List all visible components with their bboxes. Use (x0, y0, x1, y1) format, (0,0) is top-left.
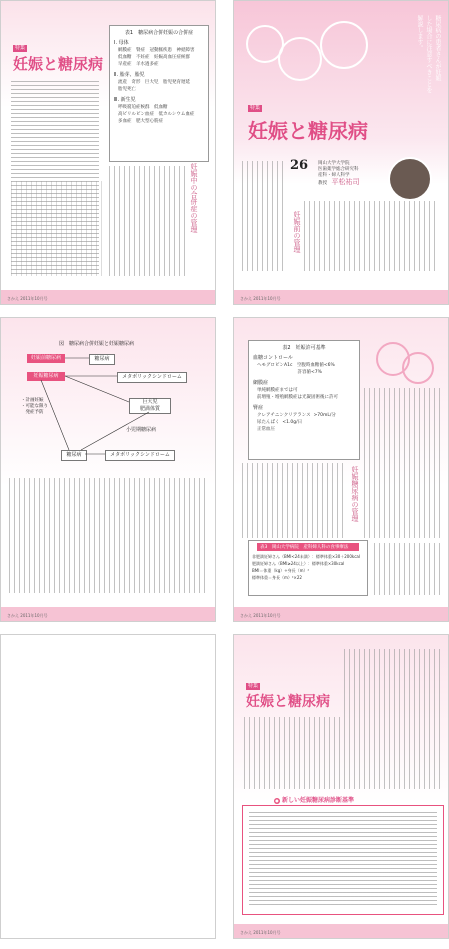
issue-number: 26 (290, 158, 309, 173)
note-line: 発症予防 (21, 410, 44, 415)
section-heading: 妊娠中の合併症の管理 (190, 163, 198, 233)
table-2-item: ヘモグロビンA1c 空腹時血糖値<6% (257, 363, 335, 368)
intro-line: 解説します。 (416, 15, 423, 51)
table-1-item: 流産 奇形 巨大児 胎児発育遅延 (118, 80, 190, 85)
table-2-section: 網膜症 (253, 380, 269, 386)
table-3-item: 肥満妊婦さん（BMI≥24以上）：標準体重×30kcal (252, 561, 345, 566)
illustration-face (402, 352, 434, 384)
page-1 (0, 0, 216, 305)
note-line: ・計画妊娠 (21, 398, 44, 403)
author-name: 平松祐司 (331, 178, 360, 186)
intro-line: した場合に注意すべきことを (425, 15, 432, 93)
feature-tag: 特集 (248, 683, 259, 689)
page-3 (0, 317, 216, 622)
table-1-title: 表1 糖尿病合併妊娠の合併症 (124, 30, 194, 36)
diagnosis-box-text (249, 812, 437, 908)
page-footer: さかえ 2011年10月号 (7, 613, 48, 618)
disposition-label: 肥満体質 (139, 406, 160, 412)
page-6 (233, 634, 449, 939)
page-4 (233, 317, 449, 622)
table-2-item: クレアチニンクリアランス >70mL/分 (257, 413, 336, 418)
section-heading: 妊娠糖尿病の管理 (351, 466, 359, 522)
diagnosis-box-heading: 新しい妊娠糖尿病診断基準 (282, 797, 355, 804)
table-2-item: 前増殖・増殖網膜症は光凝固術後に許可 (257, 395, 338, 400)
author-affiliation: 岡山大学大学院 (318, 161, 350, 166)
body-text-block (242, 463, 346, 538)
page-footer: さかえ 2011年10月号 (240, 930, 281, 935)
table-2-item: 正常血圧 (257, 427, 275, 432)
diagnosis-box-title (274, 795, 354, 804)
table-1-section: Ⅰ. 母体 (114, 40, 129, 46)
bullet-icon: ● (275, 797, 279, 803)
node-small-child: 小児期糖尿病 (125, 427, 156, 433)
section-heading: 妊娠前の管理 (293, 211, 301, 253)
body-text-block (344, 649, 440, 789)
table-1-section: Ⅲ. 新生児 (114, 97, 136, 103)
author-role: 教授 (318, 181, 327, 186)
node-gdm: 妊娠糖尿病 (27, 372, 65, 381)
figure-title: 図 糖尿病合併妊娠と妊娠糖尿病 (59, 341, 135, 347)
table-1-item: 胎児死亡 (118, 87, 136, 92)
author-affiliation: 産科・婦人科学 (318, 173, 350, 178)
node-metabolic-2: メタボリックシンドローム (105, 450, 175, 461)
note-line: ・可能な限り (21, 404, 48, 409)
body-text-block (364, 388, 442, 538)
illustration-face (278, 37, 322, 81)
node-pre-dm: 妊娠前糖尿病 (27, 354, 65, 363)
author-affiliation: 医歯薬学総合研究科 (318, 167, 359, 172)
illustration-face (320, 21, 368, 69)
table-1 (109, 25, 209, 162)
table-3 (248, 540, 368, 596)
feature-title: 妊娠と糖尿病 (13, 55, 104, 73)
table-2 (248, 340, 360, 460)
table-2-item: 単純網膜症までは可 (257, 388, 298, 393)
node-dm-2: 糖尿病 (61, 450, 87, 461)
table-3-item: 標準体重＝身長（m）²×22 (252, 575, 302, 580)
body-text-block (242, 161, 286, 271)
table-1-item: 呼吸窮迫症候群 低血糖 (118, 105, 168, 110)
body-text-block (374, 543, 442, 595)
node-metabolic-1: メタボリックシンドローム (117, 372, 187, 383)
author-photo (388, 157, 432, 201)
diagnosis-box (242, 805, 444, 915)
table-2-section: 血糖コントロール (253, 355, 293, 361)
body-text-block (109, 166, 185, 276)
table-1-item: 早産症 羊水過多症 (118, 62, 159, 67)
table-3-title: 表3 岡山大学病院 産科婦人科の食事療法 (257, 543, 359, 551)
page-footer: さかえ 2011年10月号 (240, 296, 281, 301)
page-footer: さかえ 2011年10月号 (240, 613, 281, 618)
table-1-item: 多血症 肥大型心筋症 (118, 119, 163, 124)
intro-line: 糖尿病の患者さんが妊娠 (434, 15, 441, 81)
node-dm: 糖尿病 (89, 354, 115, 365)
table-2-section: 腎症 (253, 405, 264, 411)
feature-title: 妊娠と糖尿病 (246, 694, 330, 710)
page-2 (233, 0, 449, 305)
table-1-item: 低血糖 不妊症 妊娠高血圧症候群 (118, 55, 190, 60)
table-3-item: 非肥満妊婦さん（BMI<24未満）：標準体重×30＋200kcal (252, 554, 360, 559)
table-2-title: 表2 妊娠許可基準 (282, 345, 326, 351)
feature-tag: 特集 (15, 45, 26, 51)
page-5-blank (0, 634, 216, 939)
flow-arrows (1, 318, 216, 478)
macrosomia-label: 巨大児 (142, 399, 158, 405)
feature-title: 妊娠と糖尿病 (248, 119, 368, 143)
intro-text (415, 15, 442, 93)
body-text-block (304, 201, 438, 271)
table-1-item: 網膜症 腎症 冠動脈疾患 神経障害 (118, 48, 195, 53)
feature-tag: 特集 (250, 105, 261, 111)
body-text-block (244, 717, 340, 789)
page-footer: さかえ 2011年10月号 (7, 296, 48, 301)
body-text-block (11, 181, 106, 276)
table-2-item: 許容値<7% (257, 370, 322, 375)
table-1-item: 高ビリルビン血症 低カルシウム血症 (118, 112, 195, 117)
table-2-item: 尿たんぱく <1.0g/日 (257, 420, 303, 425)
table-3-item: BMI＝体重（kg）÷身長（m）² (252, 568, 310, 573)
body-text-block (9, 478, 209, 593)
table-1-section: Ⅱ. 胎芽、胎児 (114, 72, 145, 78)
author-block (318, 161, 360, 187)
